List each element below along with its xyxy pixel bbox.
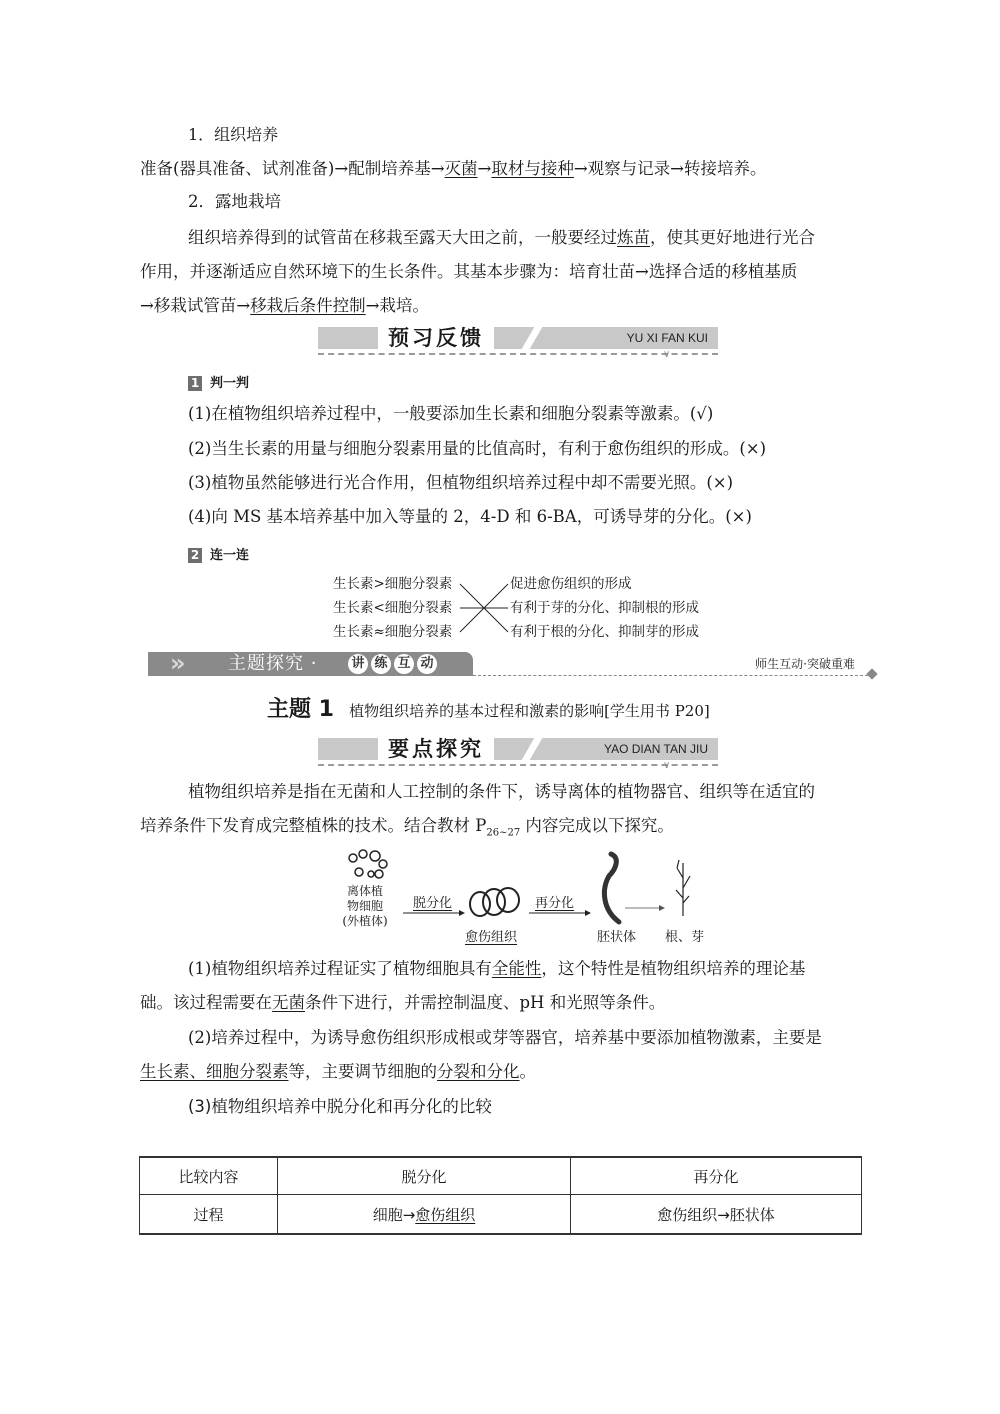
number-badge: 1 xyxy=(188,376,202,391)
text: 。 xyxy=(519,1062,536,1081)
text: 础。该过程需要在 xyxy=(140,993,272,1012)
judge-item: (2)当生长素的用量与细胞分裂素用量的比值高时，有利于愈伤组织的形成。(×) xyxy=(188,439,767,458)
topic-reference: [学生用书 P20] xyxy=(604,702,710,720)
paragraph-line: 作用，并逐渐适应自然环境下的生长条件。其基本步骤为：培育壮苗→选择合适的移植基质 xyxy=(140,262,798,281)
answer-inoculate: 取材与接种 xyxy=(491,159,574,178)
step-text: 准备(器具准备、试剂准备)→配制培养基→ xyxy=(140,159,445,178)
banner-key-points xyxy=(318,734,718,771)
banner-dotted-line xyxy=(473,675,868,676)
callus-label: 愈伤组织 xyxy=(465,930,518,945)
roots-buds-label: 根、芽 xyxy=(665,930,705,945)
subheading-label: 连一连 xyxy=(210,548,250,563)
circle-char: 动 xyxy=(417,654,437,674)
text: ，使其更好地进行光合 xyxy=(650,228,815,247)
banner-title xyxy=(228,652,317,676)
question-1-line xyxy=(188,959,918,979)
step-text: →观察与记录→转接培养。 xyxy=(573,159,767,178)
answer-sterilize: 灭菌 xyxy=(444,159,478,178)
step-arrow: → xyxy=(477,159,492,178)
answer-callus: 愈伤组织 xyxy=(415,1205,476,1224)
banner-dashed-line xyxy=(318,353,718,355)
callus-icon xyxy=(468,886,523,921)
answer-hormones: 生长素、细胞分裂素 xyxy=(140,1062,289,1081)
arrow-label-dedifferentiation: 脱分化 xyxy=(413,896,453,911)
table-row xyxy=(140,1195,862,1235)
embryoid-label: 胚状体 xyxy=(597,930,637,945)
chevron-down-icon: ∨ xyxy=(663,349,671,360)
banner-topic-explore xyxy=(148,650,883,680)
topic-name: 植物组织培养的基本过程和激素的影响 xyxy=(349,702,605,720)
judge-item: (3)植物虽然能够进行光合作用，但植物组织培养过程中却不需要光照。(×) xyxy=(188,473,734,492)
banner-pinyin: YU XI FAN KUI xyxy=(626,331,708,345)
question-2-line xyxy=(140,1062,870,1082)
circle-char: 练 xyxy=(371,654,391,674)
intro-line: 植物组织培养是指在无菌和人工控制的条件下，诱导离体的植物器官、组织等在适宜的 xyxy=(188,782,815,801)
banner-dot: · xyxy=(310,653,318,674)
plantlet-icon xyxy=(673,858,695,918)
text: ，这个特性是植物组织培养的理论基 xyxy=(541,959,806,978)
double-chevron-icon: » xyxy=(170,649,186,677)
text: (1)植物组织培养过程证实了植物细胞具有 xyxy=(188,959,492,978)
chevron-down-icon: ∨ xyxy=(663,760,671,771)
number-badge: 2 xyxy=(188,548,202,563)
arrow-icon xyxy=(403,908,465,918)
answer-condition-control: 移栽后条件控制 xyxy=(250,296,366,315)
circle-char: 互 xyxy=(394,654,414,674)
banner-title-text: 主题探究 xyxy=(228,653,304,674)
judge-item: (4)向 MS 基本培养基中加入等量的 2，4-D 和 6-BA，可诱导芽的分化。(×) xyxy=(188,507,752,526)
topic-label: 主题 1 xyxy=(267,697,334,722)
page-range: 26~27 xyxy=(486,827,521,839)
table-cell-label: 过程 xyxy=(140,1195,278,1235)
source-label-line: 物细胞 xyxy=(346,899,383,913)
match-left-item: 生长素>细胞分裂素 xyxy=(333,576,453,592)
subheading-match xyxy=(188,544,249,563)
match-right-item: 有利于芽的分化、抑制根的形成 xyxy=(510,600,699,616)
tissue-culture-figure xyxy=(325,848,715,943)
text: 条件下进行，并需控制温度、pH 和光照等条件。 xyxy=(305,993,666,1012)
question-1-line xyxy=(140,993,870,1013)
arrow-label-redifferentiation: 再分化 xyxy=(535,896,575,911)
question-2-line: (2)培养过程中，为诱导愈伤组织形成根或芽等器官，培养基中要添加植物激素，主要是 xyxy=(188,1028,822,1047)
banner-dashed-line xyxy=(318,764,718,766)
banner-right-text: 师生互动·突破重难 xyxy=(755,657,855,671)
table-header-cell: 再分化 xyxy=(571,1157,862,1195)
circle-char: 讲 xyxy=(348,654,368,674)
table-cell: 愈伤组织→胚状体 xyxy=(571,1195,862,1235)
arrow-icon xyxy=(529,908,591,918)
answer-totipotency: 全能性 xyxy=(491,959,542,978)
section-heading-tissue-culture: 1．组织培养 xyxy=(188,125,279,144)
subheading-judge xyxy=(188,372,249,391)
text: →栽培。 xyxy=(365,296,429,315)
judge-item: (1)在植物组织培养过程中，一般要添加生长素和细胞分裂素等激素。(√) xyxy=(188,404,714,423)
table-header-cell: 脱分化 xyxy=(278,1157,571,1195)
table-cell xyxy=(278,1195,571,1235)
text: 细胞→ xyxy=(372,1205,416,1224)
text: 培养条件下发育成完整植株的技术。结合教材 P xyxy=(140,816,487,835)
table-header-row xyxy=(140,1157,862,1195)
source-label-line: (外植体) xyxy=(342,914,388,928)
paragraph-line xyxy=(140,296,870,316)
answer-division-differentiation: 分裂和分化 xyxy=(437,1062,520,1081)
arrow-icon xyxy=(625,903,665,913)
source-label xyxy=(337,884,393,929)
match-right-item: 有利于根的分化、抑制芽的形成 xyxy=(510,624,699,640)
match-left-item: 生长素≈细胞分裂素 xyxy=(333,624,453,640)
answer-sterile: 无菌 xyxy=(272,993,305,1012)
banner-title: 要点探究 xyxy=(378,734,494,764)
intro-line xyxy=(140,816,870,843)
table-header-cell: 比较内容 xyxy=(140,1157,278,1195)
topic-title xyxy=(267,692,710,723)
question-3-heading: (3)植物组织培养中脱分化和再分化的比较 xyxy=(188,1097,492,1116)
cells-icon xyxy=(345,848,395,884)
section-heading-field-cultivation: 2．露地栽培 xyxy=(188,192,281,211)
embryoid-icon xyxy=(593,850,623,925)
text: 组织培养得到的试管苗在移栽至露天大田之前，一般要经过 xyxy=(188,228,617,247)
match-exercise xyxy=(333,572,733,642)
subheading-label: 判一判 xyxy=(210,376,250,391)
banner-title: 预习反馈 xyxy=(378,323,494,353)
comparison-table xyxy=(139,1156,862,1235)
diamond-icon xyxy=(866,668,877,679)
source-label-line: 离体植 xyxy=(346,884,383,898)
text: →移栽试管苗→ xyxy=(140,296,251,315)
answer-hardening: 炼苗 xyxy=(617,228,650,247)
match-right-item: 促进愈伤组织的形成 xyxy=(510,576,632,592)
tissue-culture-steps xyxy=(140,159,870,179)
banner-circle-chars xyxy=(348,654,437,674)
text: 等，主要调节细胞的 xyxy=(288,1062,437,1081)
text: 内容完成以下探究。 xyxy=(520,816,674,835)
match-left-item: 生长素<细胞分裂素 xyxy=(333,600,453,616)
banner-preview-feedback xyxy=(318,323,718,360)
banner-pinyin: YAO DIAN TAN JIU xyxy=(603,742,708,756)
paragraph-line xyxy=(188,228,918,248)
